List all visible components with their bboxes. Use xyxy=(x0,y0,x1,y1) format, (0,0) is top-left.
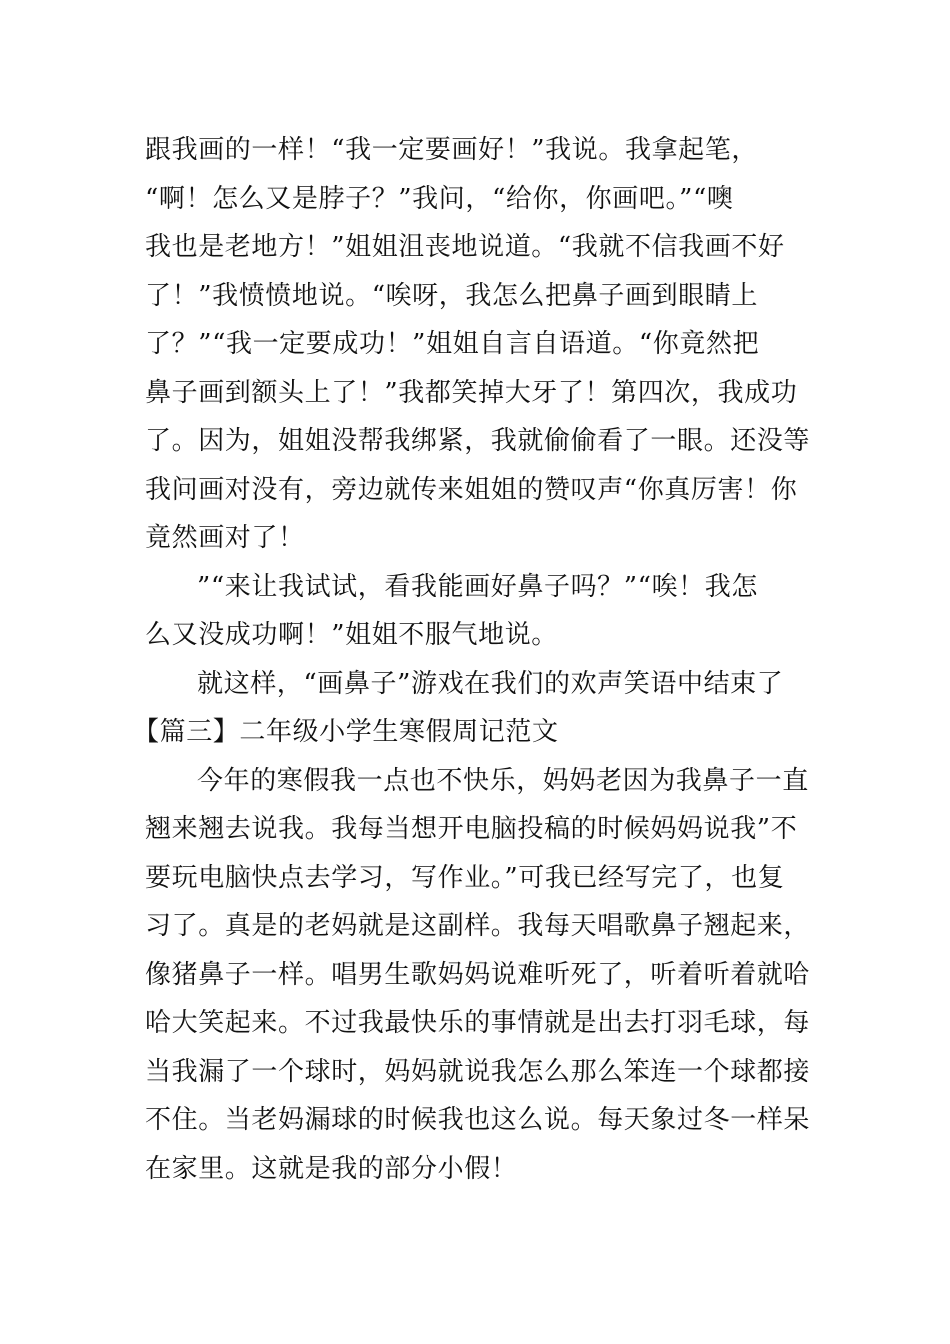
text-line: 习了。真是的老妈就是这副样。我每天唱歌鼻子翘起来， xyxy=(145,911,811,941)
paragraph-start-line: 就这样，“画鼻子”游戏在我们的欢声笑语中结束了 xyxy=(197,668,784,699)
text-line: 跟我画的一样！“我一定要画好！”我说。我拿起笔， xyxy=(145,135,758,165)
text-line: 在家里。这就是我的部分小假！ xyxy=(145,1153,518,1184)
document-body xyxy=(133,126,811,1193)
section-heading: 【篇三】二年级小学生寒假周记范文 xyxy=(133,717,559,747)
text-line: 了？”“我一定要成功！”姐姐自言自语道。“你竟然把 xyxy=(145,329,760,359)
text-line: 哈大笑起来。不过我最快乐的事情就是出去打羽毛球，每 xyxy=(145,1008,811,1038)
text-line: 竟然画对了！ xyxy=(145,523,305,553)
text-line: 了！”我愤愤地说。“唉呀，我怎么把鼻子画到眼睛上 xyxy=(145,280,758,311)
text-line: 鼻子画到额头上了！”我都笑掉大牙了！第四次，我成功 xyxy=(145,377,798,408)
text-line: “啊！怎么又是脖子？”我问，“给你，你画吧。”“噢 xyxy=(145,183,734,214)
paragraph-start-line: ”“来让我试试，看我能画好鼻子吗？”“唉！我怎 xyxy=(197,571,758,602)
text-line: 了。因为，姐姐没帮我绑紧，我就偷偷看了一眼。还没等 xyxy=(145,426,811,456)
text-line: 么又没成功啊！”姐姐不服气地说。 xyxy=(145,620,558,650)
text-line: 不住。当老妈漏球的时候我也这么说。每天象过冬一样呆 xyxy=(145,1105,811,1135)
text-line: 当我漏了一个球时，妈妈就说我怎么那么笨连一个球都接 xyxy=(145,1056,811,1087)
text-line: 翘来翘去说我。我每当想开电脑投稿的时候妈妈说我”不 xyxy=(145,814,798,844)
text-line: 像猪鼻子一样。唱男生歌妈妈说难听死了，听着听着就哈 xyxy=(145,959,811,990)
paragraph-start-line: 今年的寒假我一点也不快乐，妈妈老因为我鼻子一直 xyxy=(197,765,809,796)
text-line: 要玩电脑快点去学习，写作业。”可我已经写完了，也复 xyxy=(145,862,785,893)
text-line: 我问画对没有，旁边就传来姐姐的赞叹声“你真厉害！你 xyxy=(145,474,798,505)
text-line: 我也是老地方！”姐姐沮丧地说道。“我就不信我画不好 xyxy=(145,232,785,262)
